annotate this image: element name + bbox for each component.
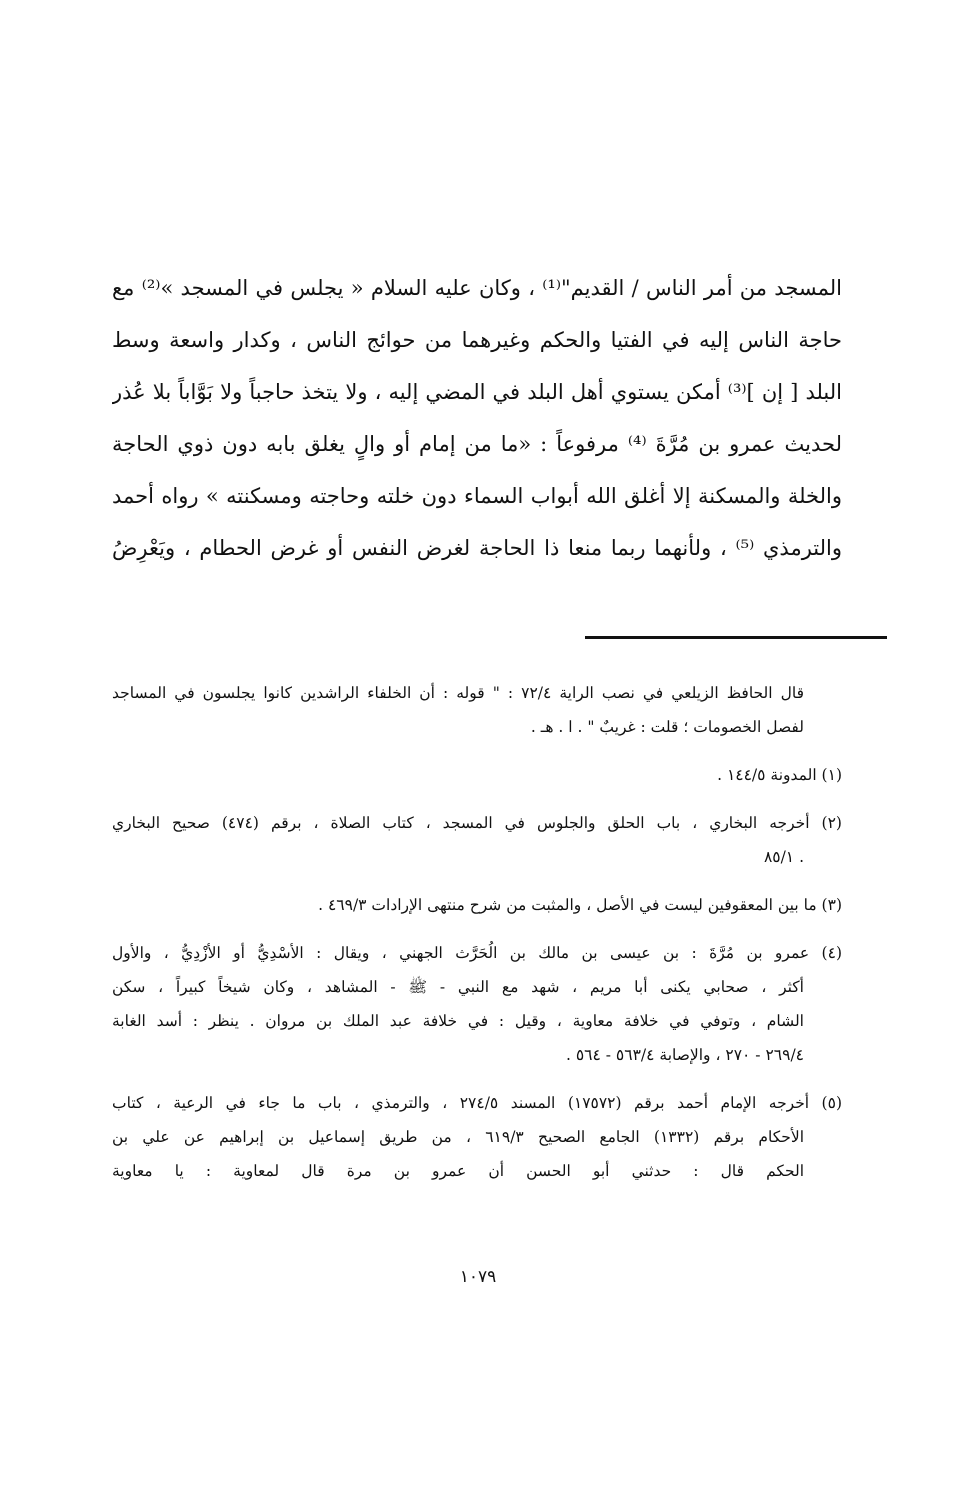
footnote-5 [112, 1086, 842, 1188]
footnote-line: أكثر ، صحابي يكنى أبا مريم ، شهد مع النبي - ﷺ - المشاهد ، وكان شيخاً كبيراً ، سكن [112, 978, 804, 996]
main-text-line: والخلة والمسكنة إلا أغلق الله أبواب السماء دون خلته وحاجته ومسكنته » رواه أحمد [112, 484, 842, 508]
footnote-line: الشام ، وتوفي في خلافة معاوية ، وقيل : في خلافة عبد الملك بن مروان . ينظر : أسد الغابة [112, 1012, 804, 1030]
footnote-line: الأحكام برقم (١٣٣٢) الجامع الصحيح ٦١٩/٣ ، من طريق إسماعيل بن إبراهيم عن علي بن [112, 1128, 805, 1146]
footnote-4 [112, 936, 842, 1072]
footnote-line: قال الحافظ الزيلعي في نصب الراية ٧٢/٤ : " قوله : أن الخلفاء الراشدين كانوا يجلسون في المساجد [112, 684, 804, 702]
footnote-line: (٢) أخرجه البخاري ، باب الحلق والجلوس في المسجد ، كتاب الصلاة ، برقم (٤٧٤) صحيح البخاري [112, 814, 842, 832]
footnote-intro [112, 676, 842, 744]
footnote-line: ٢٦٩/٤ - ٢٧٠ ، والإصابة ٥٦٣/٤ - ٥٦٤ . [565, 1046, 804, 1064]
footnote-line: (٣) ما بين المعقوفين ليست في الأصل ، والمثبت من شرح منتهى الإرادات ٤٦٩/٣ . [318, 896, 842, 914]
footnote-line: الحكم قال : حدثني أبو الحسن أن عمرو بن مرة قال لمعاوية : يا معاوية [112, 1162, 804, 1180]
main-text-line: والترمذي ⁽⁵⁾ ، ولأنهما ربما منعا ذا الحاجة لغرض النفس أو غرض الحطام ، ويَعْرِضُ [112, 536, 842, 560]
footnote-line: لفصل الخصومات ؛ قلت : غريبٌ " . ا . هـ . [530, 718, 804, 736]
footnotes-section [112, 676, 842, 1188]
footnote-line: (٥) أخرجه الإمام أحمد برقم (١٧٥٧٢) المسند ٢٧٤/٥ ، والترمذي ، باب ما جاء في الرعية ، كتاب [112, 1094, 842, 1112]
footnote-separator [585, 636, 887, 639]
page-number: ١٠٧٩ [459, 1267, 497, 1287]
main-text-line: المسجد من أمر الناس / القديم"⁽¹⁾ ، وكان عليه السلام « يجلس في المسجد »⁽²⁾ مع [112, 276, 842, 300]
main-text-line: حاجة الناس إليه في الفتيا والحكم وغيرهما من حوائج الناس ، وكدار واسعة وسط [112, 328, 842, 352]
main-body-text [112, 262, 842, 574]
footnote-line: (١) المدونة ١٤٤/٥ . [717, 766, 842, 784]
main-text-line: البلد [ إن ]⁽³⁾ أمكن يستوي أهل البلد في المضي إليه ، ولا يتخذ حاجباً ولا بَوَّاباً بلا عُذر [112, 380, 842, 404]
footnote-line: (٤) عمرو بن مُرَّةَ : بن عيسى بن مالك بن الُحَرَّث الجهني ، ويقال : الأسْدِيُّ أو الأزْدِيُّ ، والأول [112, 944, 842, 962]
main-text-line: لحديث عمرو بن مُرَّةَ ⁽⁴⁾ مرفوعاً : «ما من إمام أو والٍ يغلق بابه دون ذوي الحاجة [112, 432, 842, 456]
footnote-3 [112, 888, 842, 922]
footnote-2 [112, 806, 842, 874]
footnote-1 [112, 758, 842, 792]
footnote-line: . ٨٥/١ [763, 848, 804, 866]
